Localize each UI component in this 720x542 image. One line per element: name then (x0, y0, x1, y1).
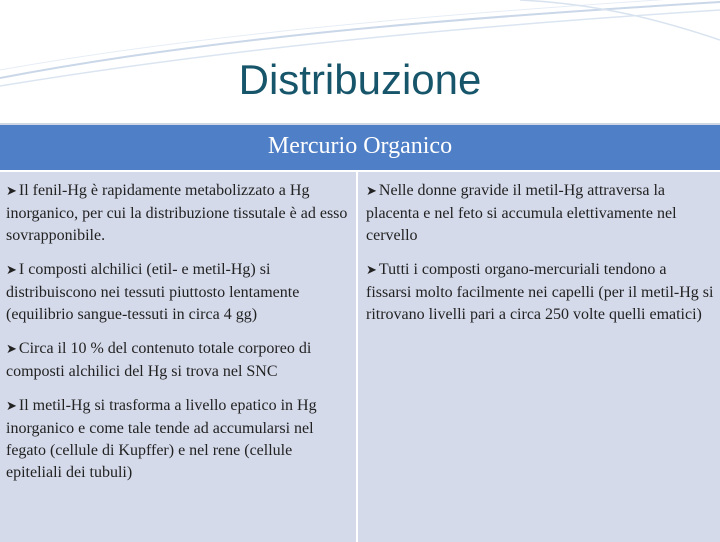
bullet-item (6, 180, 350, 247)
bullet-text: Circa il 10 % del contenuto totale corporeo di composti alchilici del Hg si trova nel SNC (6, 340, 312, 380)
arrow-bullet-icon: ➤ (6, 263, 17, 278)
bullet-text: Nelle donne gravide il metil-Hg attraversa la placenta e nel feto si accumula elettivamente nel cervello (366, 182, 677, 244)
bullet-text: Tutti i composti organo-mercuriali tendono a fissarsi molto facilmente nei capelli (per il metil-Hg si ritrovano livelli pari a circa 250 volte quelli ematici) (366, 261, 714, 323)
bullet-item (366, 259, 714, 326)
bullet-text: I composti alchilici (etil- e metil-Hg) si distribuiscono nei tessuti piuttosto lentamente (equilibrio sangue-tessuti in circa 4 gg) (6, 261, 300, 323)
bullet-item (6, 338, 350, 383)
slide-title: Distribuzione (238, 56, 482, 103)
arrow-bullet-icon: ➤ (6, 399, 17, 414)
right-column (358, 172, 720, 542)
left-column (0, 172, 358, 542)
bullet-item (366, 180, 714, 247)
bullet-text: Il metil-Hg si trasforma a livello epatico in Hg inorganico e come tale tende ad accumularsi nel fegato (cellule di Kupffer) e nel rene (cellule epiteliali dei tubuli) (6, 397, 317, 481)
arrow-bullet-icon: ➤ (6, 184, 17, 199)
content-table (0, 123, 720, 542)
bullet-item (6, 259, 350, 326)
arrow-bullet-icon: ➤ (366, 263, 377, 278)
arrow-bullet-icon: ➤ (6, 342, 17, 357)
bullet-text: Il fenil-Hg è rapidamente metabolizzato a Hg inorganico, per cui la distribuzione tissutale è ad esso sovrapponibile. (6, 182, 348, 244)
arrow-bullet-icon: ➤ (366, 184, 377, 199)
table-header: Mercurio Organico (0, 125, 720, 172)
table-body (0, 172, 720, 542)
bullet-item (6, 395, 350, 484)
